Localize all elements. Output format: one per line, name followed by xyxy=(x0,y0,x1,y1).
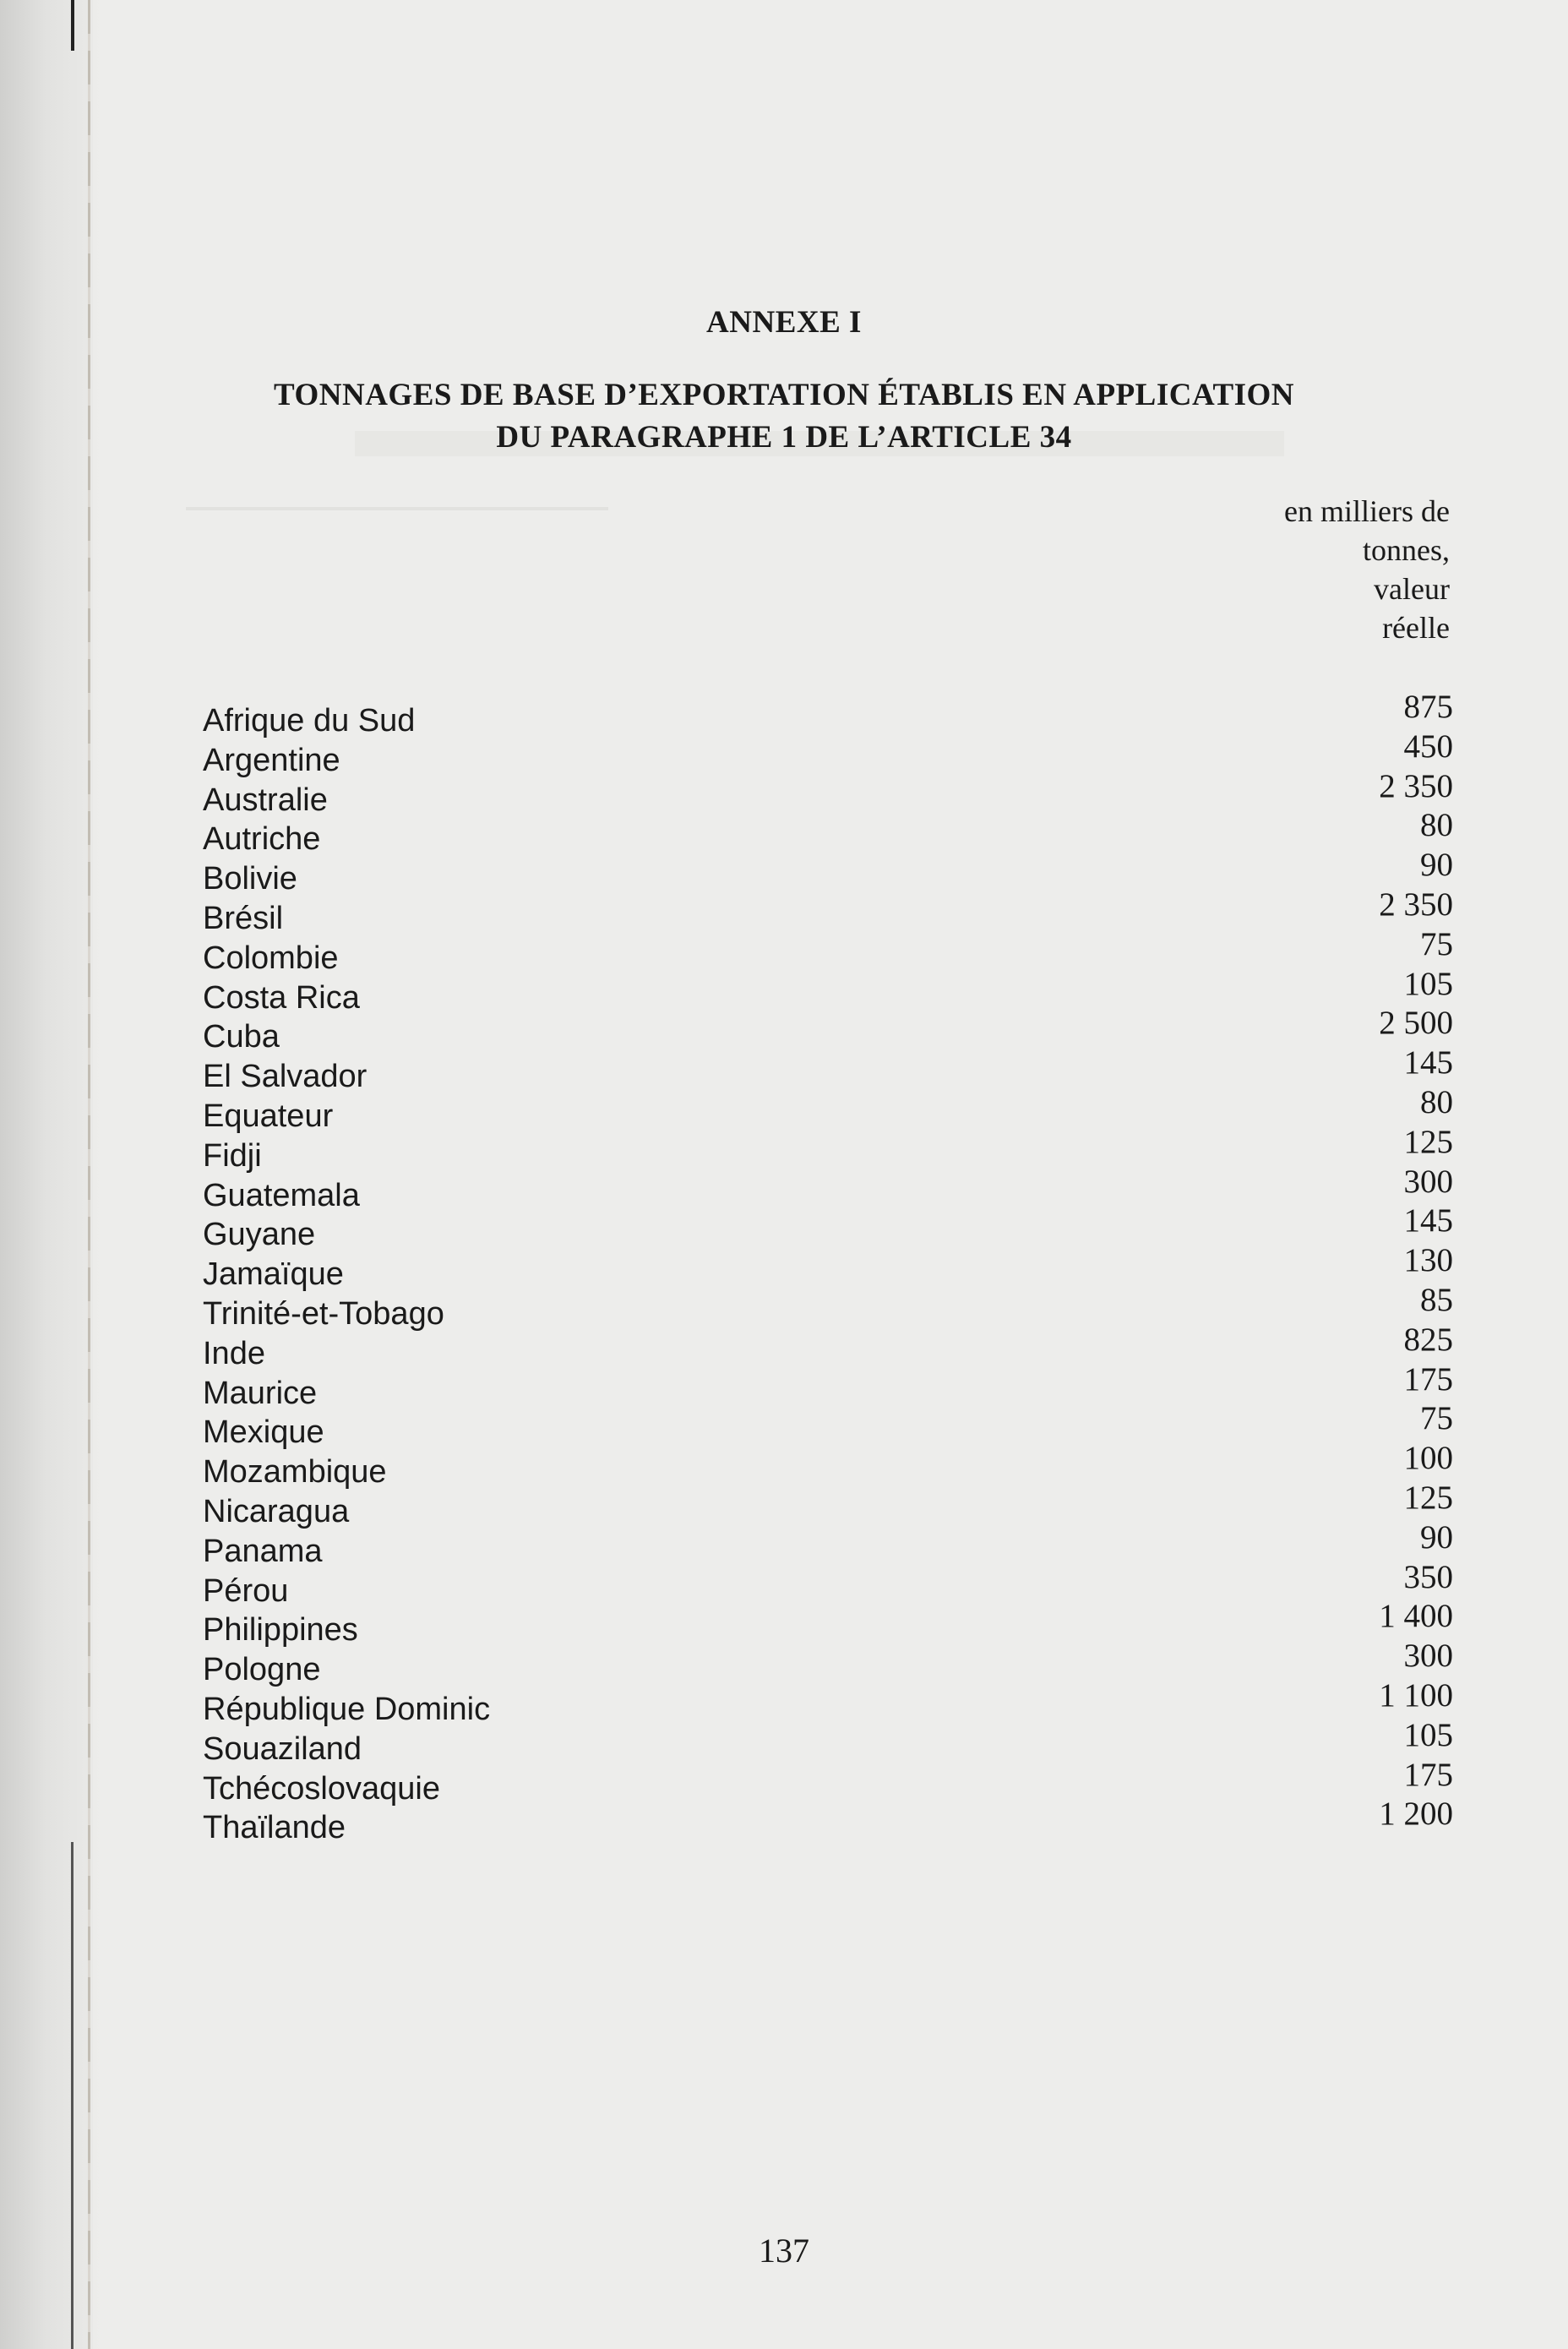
country-name: Costa Rica xyxy=(203,979,360,1016)
tonnage-value: 80 xyxy=(1420,1083,1453,1120)
country-name: Autriche xyxy=(203,821,321,858)
page-edge-mark xyxy=(71,0,74,51)
country-name: Afrique du Sud xyxy=(203,703,416,738)
page-number: 137 xyxy=(759,2232,809,2270)
country-name: El Salvador xyxy=(203,1059,368,1095)
tonnage-value: 875 xyxy=(1403,689,1453,725)
country-name: Fidji xyxy=(203,1137,262,1174)
country-name: Brésil xyxy=(203,900,284,936)
table-row xyxy=(203,886,1453,939)
table-row xyxy=(203,1321,1453,1374)
table-row xyxy=(203,1638,1453,1690)
table-row xyxy=(203,1123,1453,1176)
country-name: Australie xyxy=(203,782,328,818)
table-row xyxy=(203,1716,1453,1769)
table-row xyxy=(203,1440,1453,1492)
table-row xyxy=(203,1281,1453,1334)
country-name: Cuba xyxy=(203,1019,280,1055)
table-row xyxy=(203,689,1453,741)
tonnage-value: 145 xyxy=(1403,1202,1453,1240)
tonnage-value: 1 400 xyxy=(1379,1598,1453,1635)
table-row xyxy=(203,1400,1453,1452)
tonnage-value: 300 xyxy=(1403,1163,1453,1200)
country-name: Nicaragua xyxy=(203,1493,350,1529)
table-row xyxy=(203,1202,1453,1255)
tonnage-value: 90 xyxy=(1420,1518,1453,1556)
country-name: Guyane xyxy=(203,1217,316,1253)
page-edge-mark xyxy=(71,1842,74,2349)
bleed-through-shadow xyxy=(186,507,608,510)
country-name: Pérou xyxy=(203,1572,289,1609)
country-name: Souaziland xyxy=(203,1730,362,1767)
table-row xyxy=(203,925,1453,978)
tonnage-value: 105 xyxy=(1403,1716,1453,1753)
country-name: Tchécoslovaquie xyxy=(203,1770,440,1807)
table-row xyxy=(203,1518,1453,1572)
tonnage-value: 2 350 xyxy=(1379,886,1453,923)
table-title-line-2: DU PARAGRAPHE 1 DE L’ARTICLE 34 xyxy=(496,420,1072,455)
table-title-line-1: TONNAGES DE BASE D’EXPORTATION ÉTABLIS EN APPLICATION xyxy=(273,378,1295,412)
unit-note: en milliers de tonnes, valeur réelle xyxy=(1284,494,1450,645)
tonnage-value: 100 xyxy=(1403,1440,1453,1477)
country-name: Pologne xyxy=(203,1652,321,1688)
tonnage-value: 350 xyxy=(1403,1558,1453,1595)
table-row xyxy=(203,1360,1453,1414)
table-row xyxy=(203,1005,1453,1057)
tonnage-value: 125 xyxy=(1403,1479,1453,1516)
table-row xyxy=(203,1598,1453,1650)
annex-title: ANNEXE I xyxy=(706,305,862,340)
country-name: Thaïlande xyxy=(203,1810,346,1846)
country-name: Equateur xyxy=(203,1098,334,1134)
table-row xyxy=(203,767,1453,820)
country-name: Panama xyxy=(203,1533,323,1569)
tonnage-value: 80 xyxy=(1420,807,1453,844)
table-row xyxy=(203,1558,1453,1611)
country-name: Inde xyxy=(203,1335,265,1371)
tonnage-value: 450 xyxy=(1403,728,1453,765)
country-name: République Dominic xyxy=(203,1691,491,1727)
table-row xyxy=(203,847,1453,899)
table-row xyxy=(203,807,1453,859)
table-row xyxy=(203,1796,1453,1848)
tonnage-value: 105 xyxy=(1403,965,1453,1002)
country-name: Guatemala xyxy=(203,1177,360,1213)
table-row xyxy=(203,1044,1453,1097)
country-name: Colombie xyxy=(203,940,339,976)
country-name: Mozambique xyxy=(203,1454,387,1491)
tonnage-value: 300 xyxy=(1403,1638,1453,1675)
table-row xyxy=(203,1163,1453,1216)
table-row xyxy=(203,1083,1453,1136)
table-row xyxy=(203,1242,1453,1294)
binding-stitch-line xyxy=(88,0,90,2349)
page-binding xyxy=(0,0,93,2349)
tonnage-value: 75 xyxy=(1420,925,1453,962)
tonnage-value: 75 xyxy=(1420,1400,1453,1437)
country-name: Jamaïque xyxy=(203,1256,344,1293)
tonnage-value: 1 100 xyxy=(1379,1676,1453,1714)
country-name: Maurice xyxy=(203,1375,318,1411)
table-row xyxy=(203,1756,1453,1809)
tonnage-value: 85 xyxy=(1420,1281,1453,1318)
country-name: Argentine xyxy=(203,742,340,778)
tonnage-value: 125 xyxy=(1403,1123,1453,1160)
tonnage-table xyxy=(203,689,1453,1848)
country-name: Philippines xyxy=(203,1612,358,1649)
tonnage-value: 825 xyxy=(1403,1321,1453,1358)
tonnage-value: 2 500 xyxy=(1379,1005,1453,1042)
tonnage-value: 175 xyxy=(1403,1756,1453,1793)
tonnage-value: 1 200 xyxy=(1379,1796,1453,1833)
tonnage-value: 175 xyxy=(1403,1360,1453,1398)
tonnage-value: 2 350 xyxy=(1379,767,1453,804)
tonnage-value: 130 xyxy=(1403,1242,1453,1279)
country-name: Bolivie xyxy=(203,861,297,897)
tonnage-value: 90 xyxy=(1420,847,1453,884)
table-row xyxy=(203,1676,1453,1730)
table-row xyxy=(203,965,1453,1018)
country-name: Mexique xyxy=(203,1414,324,1451)
table-row xyxy=(203,1479,1453,1532)
tonnage-value: 145 xyxy=(1403,1044,1453,1082)
country-name: Trinité-et-Tobago xyxy=(203,1295,444,1332)
table-row xyxy=(203,728,1453,781)
